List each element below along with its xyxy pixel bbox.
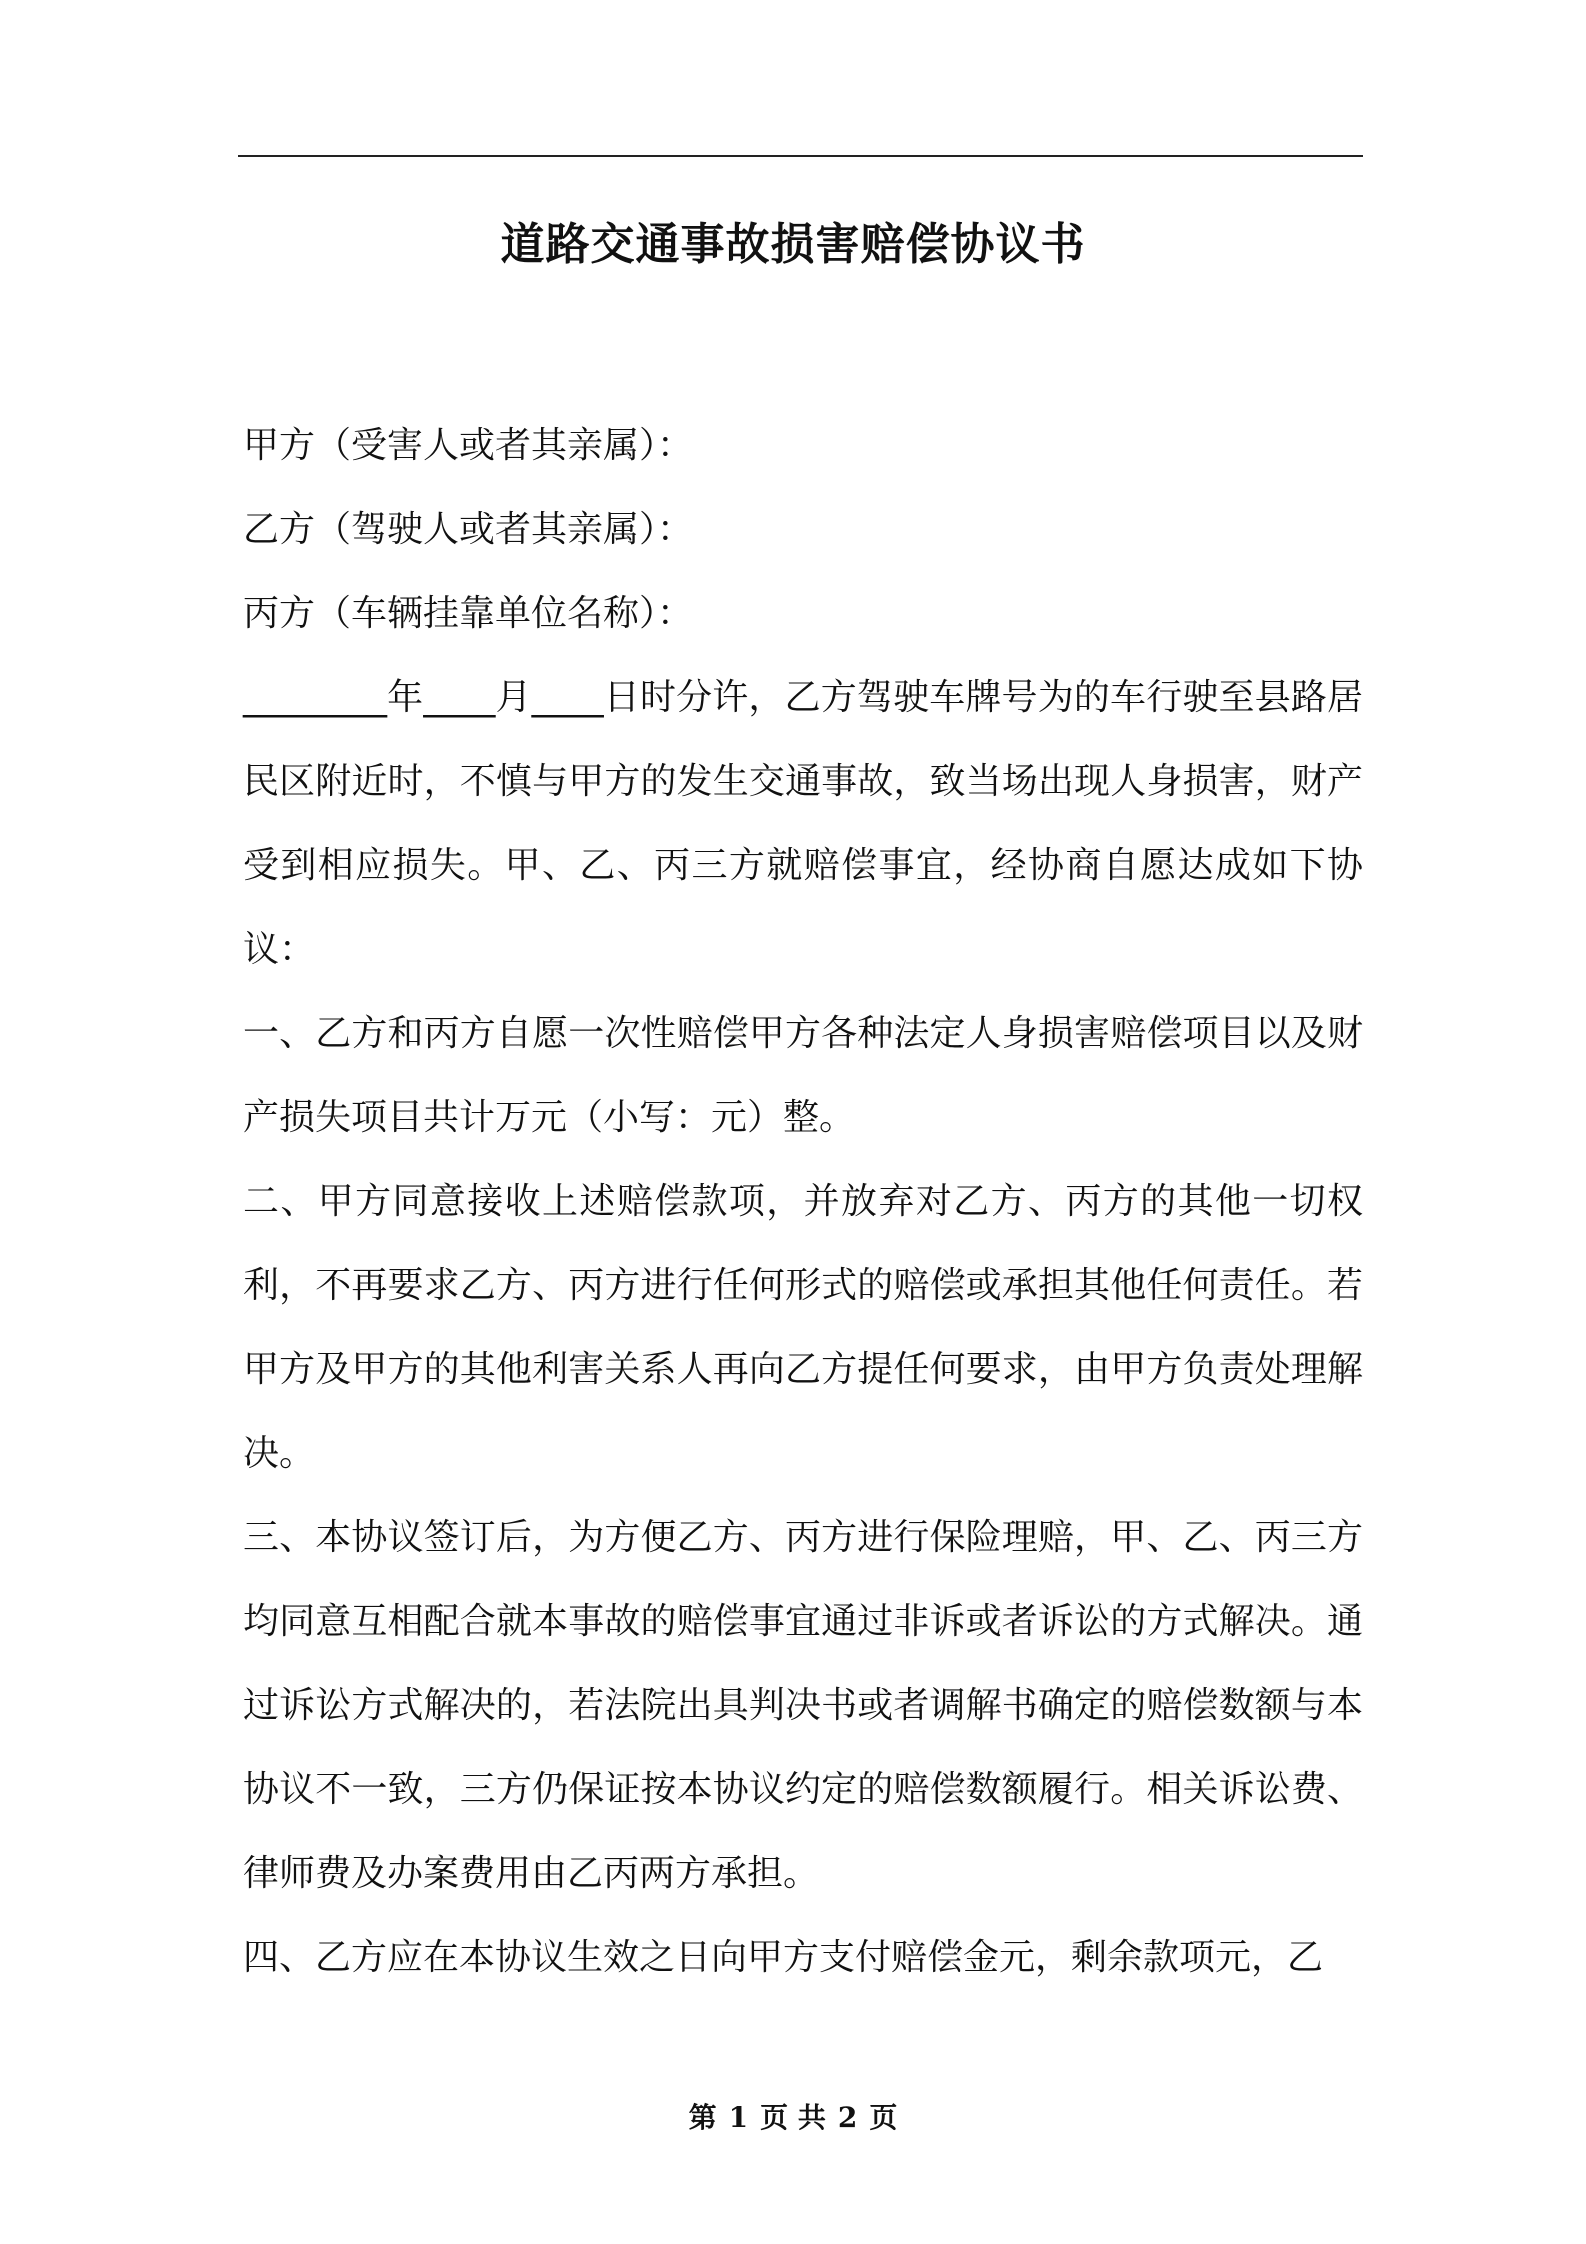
party-b-line: 乙方（驾驶人或者其亲属）：: [243, 509, 694, 550]
page-footer: [0, 2098, 1586, 2138]
document-title: 道路交通事故损害赔偿协议书: [500, 219, 1086, 270]
clause-3-paragraph: 三、本协议签订后，为方便乙方、丙方进行保险理赔，甲、乙、丙三方均同意互相配合就本事故的赔偿事宜通过非诉或者诉讼的方式解决。通过诉讼方式解决的，若法院出具判决书或者调解书确定的赔偿数额与本协议不一致，三方仍保证按本协议约定的赔偿数额履行。相关诉讼费、律师费及办案费用由乙丙两方承担。: [243, 1517, 1363, 1894]
document-body: [243, 404, 1363, 2000]
footer-middle: 页 共: [760, 2101, 826, 2134]
header-rule: [238, 155, 1363, 157]
party-c-line: 丙方（车辆挂靠单位名称）：: [243, 593, 694, 634]
footer-prefix: 第: [688, 2101, 717, 2134]
clause-4-paragraph: 四、乙方应在本协议生效之日向甲方支付赔偿金元，剩余款项元，乙: [243, 1937, 1324, 1978]
accident-description-paragraph: ________年____月____日时分许，乙方驾驶车牌号为的车行驶至县路居民区附近时，不慎与甲方的发生交通事故，致当场出现人身损害，财产受到相应损失。甲、乙、丙三方就赔偿事宜，经协商自愿达成如下协议：: [243, 677, 1363, 970]
clause-1-paragraph: 一、乙方和丙方自愿一次性赔偿甲方各种法定人身损害赔偿项目以及财产损失项目共计万元（小写：元）整。: [243, 1013, 1363, 1138]
party-a-line: 甲方（受害人或者其亲属）：: [243, 425, 694, 466]
footer-suffix: 页: [869, 2101, 898, 2134]
clause-2-paragraph: 二、甲方同意接收上述赔偿款项，并放弃对乙方、丙方的其他一切权利，不再要求乙方、丙方进行任何形式的赔偿或承担其他任何责任。若甲方及甲方的其他利害关系人再向乙方提任何要求，由甲方负责处理解决。: [243, 1181, 1363, 1474]
footer-total-pages: 2: [837, 2101, 858, 2134]
footer-current-page: 1: [728, 2101, 749, 2134]
